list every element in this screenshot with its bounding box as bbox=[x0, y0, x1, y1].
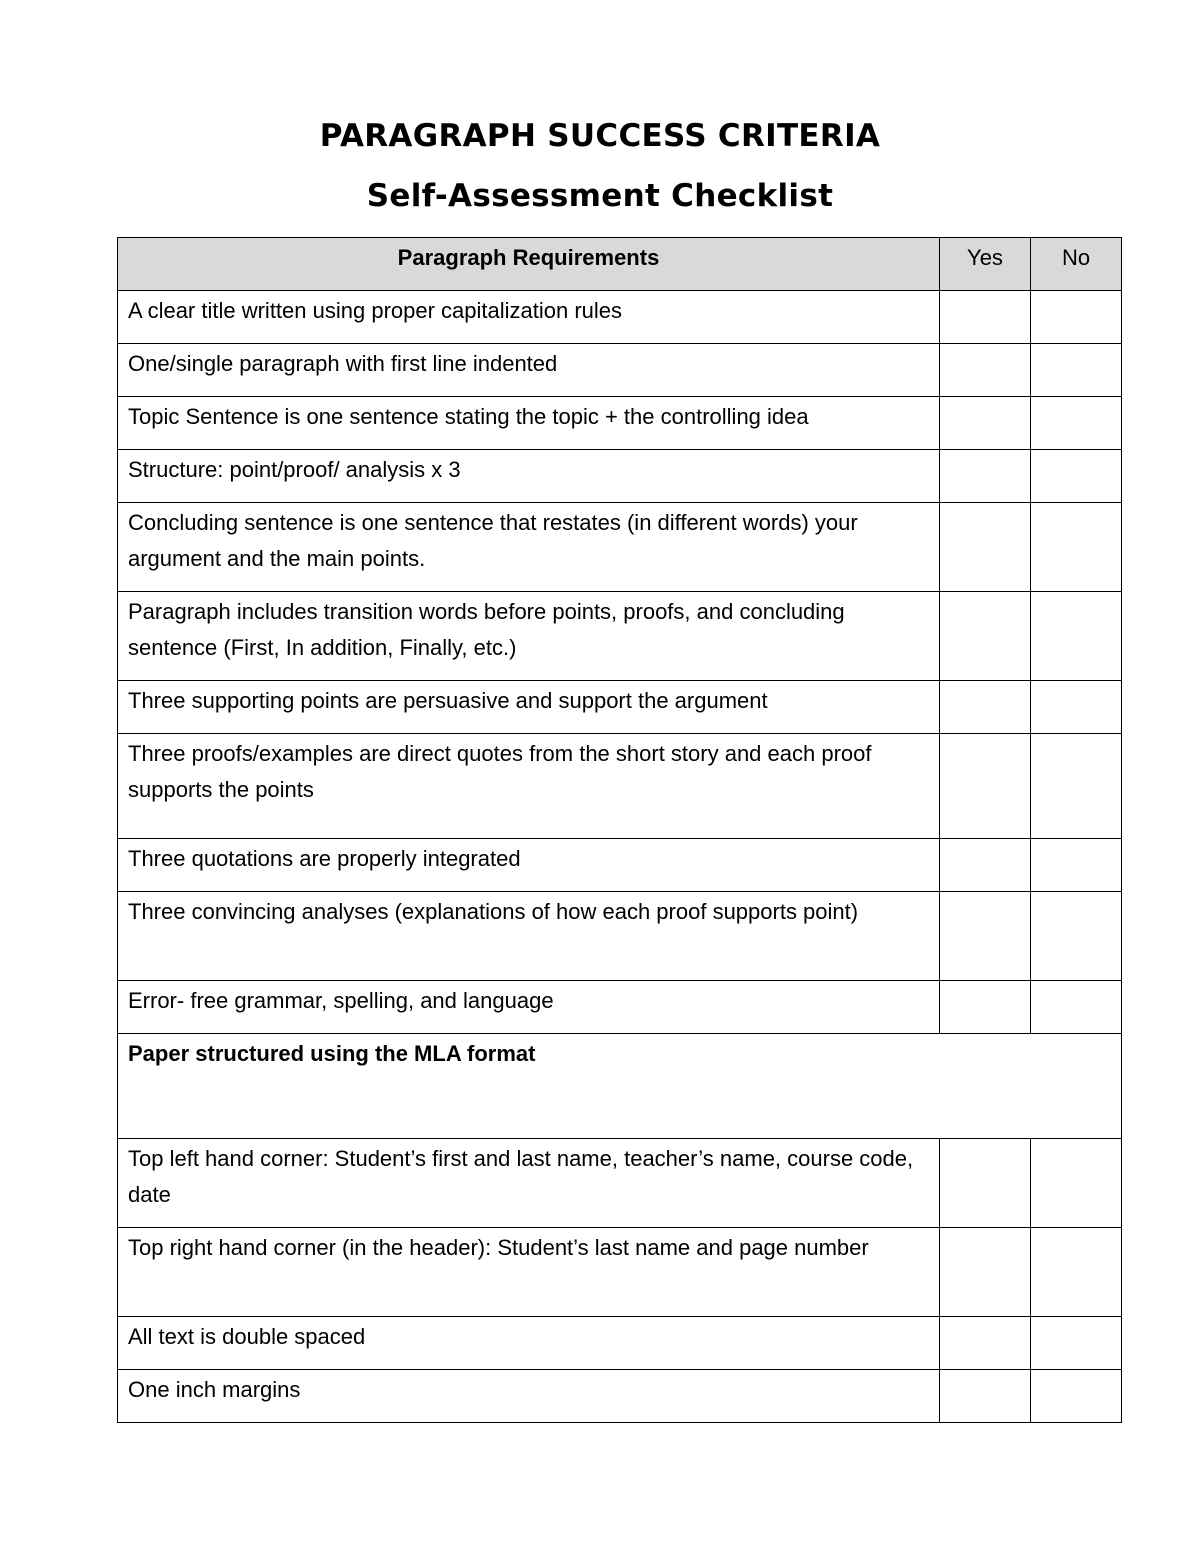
header-no: No bbox=[1031, 238, 1122, 291]
table-header-row bbox=[118, 238, 1122, 291]
no-checkbox-cell[interactable] bbox=[1031, 344, 1122, 397]
yes-checkbox-cell[interactable] bbox=[940, 503, 1031, 592]
yes-checkbox-cell[interactable] bbox=[940, 450, 1031, 503]
yes-checkbox-cell[interactable] bbox=[940, 839, 1031, 892]
table-row bbox=[118, 734, 1122, 839]
yes-checkbox-cell[interactable] bbox=[940, 681, 1031, 734]
requirement-cell: Concluding sentence is one sentence that restates (in different words) your argument and the main points. bbox=[118, 503, 940, 592]
table-row bbox=[118, 1139, 1122, 1228]
requirement-cell: Top left hand corner: Student’s first and last name, teacher’s name, course code, date bbox=[118, 1139, 940, 1228]
yes-checkbox-cell[interactable] bbox=[940, 892, 1031, 981]
table-row bbox=[118, 1370, 1122, 1423]
no-checkbox-cell[interactable] bbox=[1031, 1139, 1122, 1228]
yes-checkbox-cell[interactable] bbox=[940, 1317, 1031, 1370]
table-row bbox=[118, 892, 1122, 981]
yes-checkbox-cell[interactable] bbox=[940, 291, 1031, 344]
table-row bbox=[118, 450, 1122, 503]
no-checkbox-cell[interactable] bbox=[1031, 1317, 1122, 1370]
requirement-cell: One/single paragraph with first line indented bbox=[118, 344, 940, 397]
requirement-cell: Topic Sentence is one sentence stating the topic + the controlling idea bbox=[118, 397, 940, 450]
page-title: PARAGRAPH SUCCESS CRITERIA bbox=[319, 118, 881, 154]
requirement-cell: Three convincing analyses (explanations of how each proof supports point) bbox=[118, 892, 940, 981]
table-row bbox=[118, 397, 1122, 450]
yes-checkbox-cell[interactable] bbox=[940, 1370, 1031, 1423]
no-checkbox-cell[interactable] bbox=[1031, 981, 1122, 1034]
no-checkbox-cell[interactable] bbox=[1031, 734, 1122, 839]
table-row bbox=[118, 1228, 1122, 1317]
no-checkbox-cell[interactable] bbox=[1031, 892, 1122, 981]
requirement-cell: Three quotations are properly integrated bbox=[118, 839, 940, 892]
requirement-cell: A clear title written using proper capitalization rules bbox=[118, 291, 940, 344]
requirement-cell: Three proofs/examples are direct quotes from the short story and each proof supports the points bbox=[118, 734, 940, 839]
yes-checkbox-cell[interactable] bbox=[940, 397, 1031, 450]
checklist-table bbox=[117, 237, 1122, 1423]
table-row bbox=[118, 981, 1122, 1034]
yes-checkbox-cell[interactable] bbox=[940, 981, 1031, 1034]
no-checkbox-cell[interactable] bbox=[1031, 839, 1122, 892]
requirement-cell: Top right hand corner (in the header): Student’s last name and page number bbox=[118, 1228, 940, 1317]
no-checkbox-cell[interactable] bbox=[1031, 592, 1122, 681]
requirement-cell: Error- free grammar, spelling, and language bbox=[118, 981, 940, 1034]
table-row bbox=[118, 592, 1122, 681]
requirement-cell: Paragraph includes transition words before points, proofs, and concluding sentence (First, In addition, Finally, etc.) bbox=[118, 592, 940, 681]
no-checkbox-cell[interactable] bbox=[1031, 450, 1122, 503]
header-yes: Yes bbox=[940, 238, 1031, 291]
table-row bbox=[118, 291, 1122, 344]
no-checkbox-cell[interactable] bbox=[1031, 1370, 1122, 1423]
table-row bbox=[118, 1317, 1122, 1370]
page-subtitle: Self-Assessment Checklist bbox=[366, 178, 834, 214]
section-row bbox=[118, 1034, 1122, 1139]
yes-checkbox-cell[interactable] bbox=[940, 592, 1031, 681]
table-row bbox=[118, 681, 1122, 734]
no-checkbox-cell[interactable] bbox=[1031, 503, 1122, 592]
requirement-cell: Three supporting points are persuasive and support the argument bbox=[118, 681, 940, 734]
table-row bbox=[118, 344, 1122, 397]
requirement-cell: All text is double spaced bbox=[118, 1317, 940, 1370]
header-requirements: Paragraph Requirements bbox=[118, 238, 940, 291]
yes-checkbox-cell[interactable] bbox=[940, 1139, 1031, 1228]
yes-checkbox-cell[interactable] bbox=[940, 1228, 1031, 1317]
table-row bbox=[118, 503, 1122, 592]
requirement-cell: Structure: point/proof/ analysis x 3 bbox=[118, 450, 940, 503]
yes-checkbox-cell[interactable] bbox=[940, 344, 1031, 397]
yes-checkbox-cell[interactable] bbox=[940, 734, 1031, 839]
no-checkbox-cell[interactable] bbox=[1031, 291, 1122, 344]
section-heading: Paper structured using the MLA format bbox=[118, 1034, 1122, 1139]
no-checkbox-cell[interactable] bbox=[1031, 397, 1122, 450]
requirement-cell: One inch margins bbox=[118, 1370, 940, 1423]
no-checkbox-cell[interactable] bbox=[1031, 681, 1122, 734]
no-checkbox-cell[interactable] bbox=[1031, 1228, 1122, 1317]
table-row bbox=[118, 839, 1122, 892]
